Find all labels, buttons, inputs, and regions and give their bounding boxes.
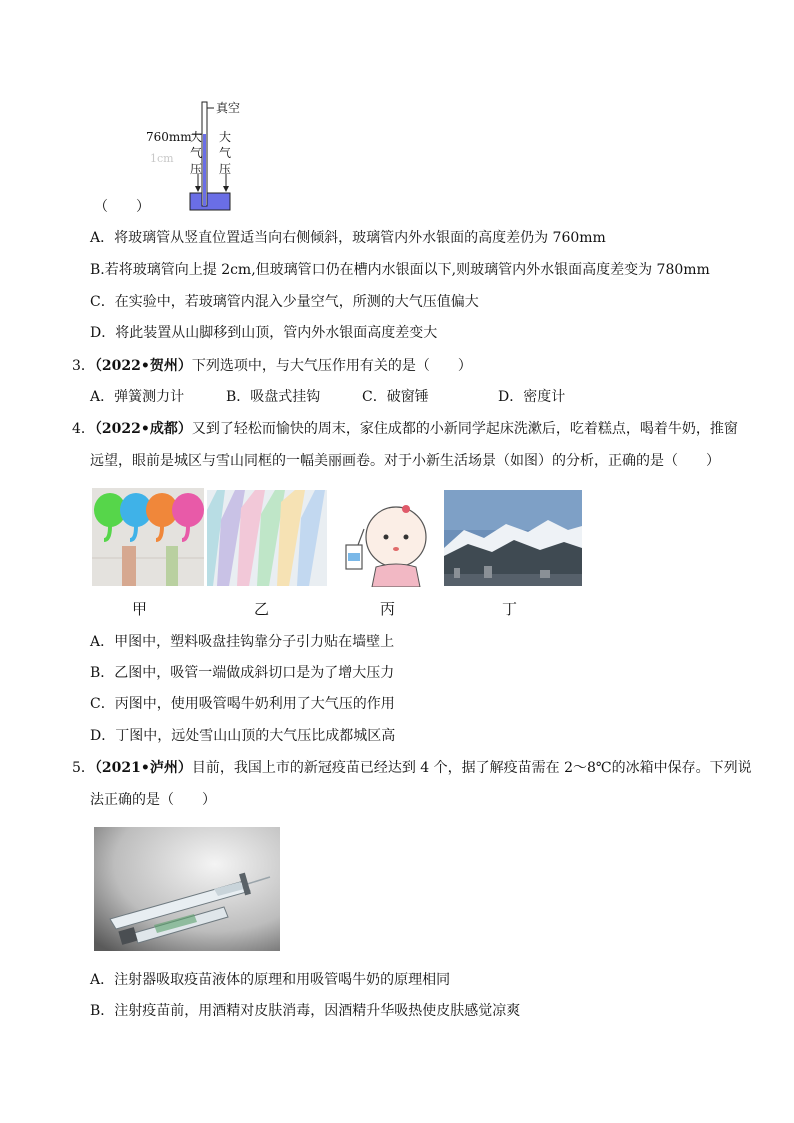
caption-yi: 乙	[254, 600, 270, 618]
q3-option-d: D．密度计	[498, 389, 566, 405]
q4-option-c: C．丙图中，使用吸管喝牛奶利用了大气压的作用	[90, 696, 395, 712]
caption-jia: 甲	[132, 600, 148, 618]
snow-mountain-drawing	[444, 490, 582, 586]
q5-source: （2021•泸州）	[94, 760, 192, 776]
faint-1cm-label: 1cm	[150, 152, 174, 165]
snow-mountain-city-photo	[444, 490, 582, 586]
atm-pressure-left-label: 大 气 压	[190, 130, 203, 176]
q5-stem-line2: 法正确的是（ ）	[90, 792, 216, 808]
q4-stem-line1	[72, 419, 738, 439]
q2-option-c: C．在实验中，若玻璃管内混入少量空气，所测的大气压值偏大	[90, 294, 479, 310]
q5-stem-text-1: 目前，我国上市的新冠疫苗已经达到 4 个，据了解疫苗需在 2～8℃的冰箱中保存。下列说	[191, 760, 752, 776]
q2-answer-paren: （ ）	[94, 199, 150, 215]
q3-stem	[72, 356, 472, 376]
q5-option-b: B．注射疫苗前，用酒精对皮肤消毒，因酒精升华吸热使皮肤感觉凉爽	[90, 1003, 521, 1019]
caption-ding: 丁	[502, 600, 518, 618]
vacuum-label: 真空	[216, 101, 241, 115]
q5-option-a: A．注射器吸取疫苗液体的原理和用吸管喝牛奶的原理相同	[90, 972, 451, 988]
vaccine-syringe-photo	[94, 827, 280, 951]
q3-number: 3．	[72, 358, 95, 374]
height-760mm-label: 760mm	[146, 130, 192, 144]
q3-option-a: A．弹簧测力计	[90, 389, 185, 405]
q5-stem-line1	[72, 758, 752, 778]
q3-option-c: C．破窗锤	[362, 389, 429, 405]
cartoon-girl-drawing	[340, 495, 434, 587]
q4-option-d: D．丁图中，远处雪山山顶的大气压比成都城区高	[90, 728, 396, 744]
q5-number: 5．	[72, 760, 95, 776]
suction-hooks-drawing	[92, 488, 204, 586]
q2-option-b: B.若将玻璃管向上提 2cm,但玻璃管口仍在槽内水银面以下,则玻璃管内外水银面高度差变为 780mm	[90, 262, 710, 278]
torricelli-figure	[140, 96, 260, 216]
atm-pressure-right-label: 大 气 压	[218, 130, 231, 176]
q4-stem-text-1: 又到了轻松而愉快的周末，家住成都的小新同学起床洗漱后，吃着糕点，喝着牛奶，推窗	[191, 421, 738, 437]
suction-hooks-photo	[92, 488, 204, 586]
q4-stem-line2: 远望，眼前是城区与雪山同框的一幅美丽画卷。对于小新生活场景（如图）的分析，正确的是（ ）	[90, 453, 720, 469]
q3-source: （2022•贺州）	[94, 358, 192, 374]
q4-source: （2022•成都）	[94, 421, 192, 437]
q2-option-d: D．将此装置从山脚移到山顶，管内外水银面高度差变大	[90, 325, 438, 341]
cartoon-girl-milk-image	[340, 495, 434, 587]
q2-option-a: A．将玻璃管从竖直位置适当向右侧倾斜，玻璃管内外水银面的高度差仍为 760mm	[90, 230, 606, 246]
q4-option-a: A．甲图中，塑料吸盘挂钩靠分子引力贴在墙壁上	[90, 634, 395, 650]
syringe-drawing	[94, 827, 280, 951]
q3-stem-text: 下列选项中，与大气压作用有关的是（ ）	[191, 358, 472, 374]
straws-photo	[207, 490, 327, 586]
q3-option-b: B．吸盘式挂钩	[226, 389, 321, 405]
straws-drawing	[207, 490, 327, 586]
q4-number: 4．	[72, 421, 95, 437]
caption-bing: 丙	[380, 600, 396, 618]
q4-option-b: B．乙图中，吸管一端做成斜切口是为了增大压力	[90, 665, 395, 681]
